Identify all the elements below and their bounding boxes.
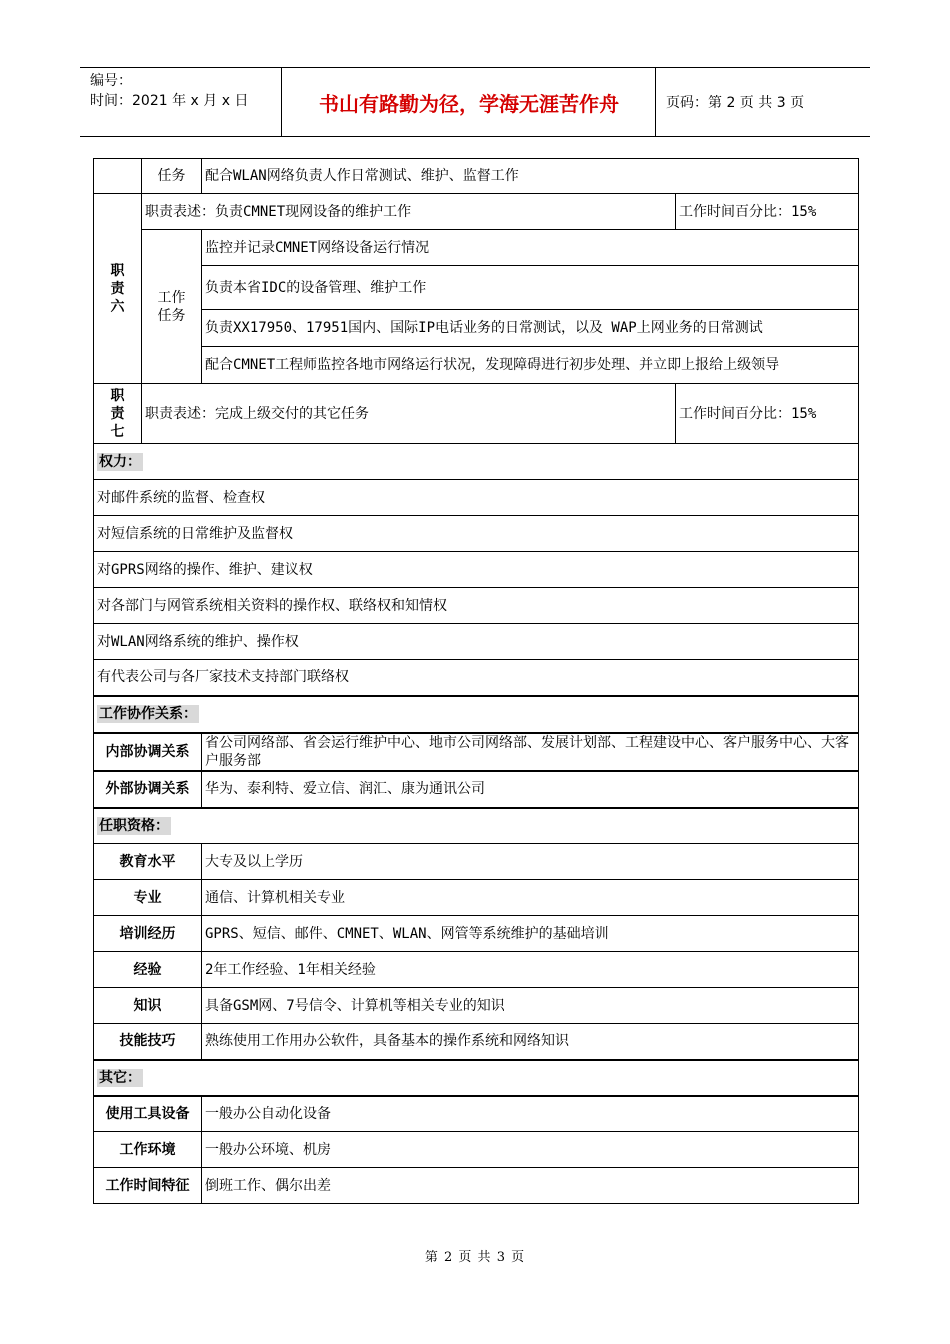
- duty7-percent: 工作时间百分比：15%: [676, 384, 859, 444]
- authority-row: [94, 552, 859, 588]
- others-value: 一般办公环境、机房: [202, 1132, 859, 1168]
- duty6-task-row: [94, 310, 859, 347]
- header-meta: [80, 68, 282, 136]
- qualification-row: [94, 988, 859, 1024]
- authority-item: 对GPRS网络的操作、维护、建议权: [94, 552, 859, 588]
- qualification-value: GPRS、短信、邮件、CMNET、WLAN、网管等系统维护的基础培训: [202, 916, 859, 952]
- internal-relations-label: 内部协调关系: [94, 733, 202, 771]
- duty6-task-label: 工作任务: [142, 230, 202, 384]
- qualification-value: 大专及以上学历: [202, 844, 859, 880]
- duty6-percent: 工作时间百分比：15%: [676, 194, 859, 230]
- duty6-task-row: [94, 230, 859, 266]
- page-header: [80, 67, 870, 137]
- qualification-row: [94, 880, 859, 916]
- others-row: [94, 1096, 859, 1132]
- others-row: [94, 1132, 859, 1168]
- duty6-task: 负责XX17950、17951国内、国际IP电话业务的日常测试，以及 WAP上网业务的日常测试: [202, 310, 859, 347]
- qualification-value: 具备GSM网、7号信令、计算机等相关专业的知识: [202, 988, 859, 1024]
- duty6-desc: 职责表述：负责CMNET现网设备的维护工作: [142, 194, 676, 230]
- duty6-task: 负责本省IDC的设备管理、维护工作: [202, 266, 859, 310]
- qualification-row: [94, 844, 859, 880]
- header-motto: 书山有路勤为径，学海无涯苦作舟: [283, 68, 656, 136]
- qualifications-title: 任职资格：: [94, 808, 859, 844]
- others-row: [94, 1168, 859, 1204]
- others-value: 倒班工作、偶尔出差: [202, 1168, 859, 1204]
- authority-item: 对各部门与网管系统相关资料的操作权、联络权和知情权: [94, 588, 859, 624]
- authority-row: [94, 660, 859, 696]
- authority-item: 对WLAN网络系统的维护、操作权: [94, 624, 859, 660]
- duty6-desc-row: [94, 194, 859, 230]
- job-description-table: [93, 158, 859, 1204]
- authority-row: [94, 516, 859, 552]
- qualification-row: [94, 916, 859, 952]
- duty7-desc: 职责表述：完成上级交付的其它任务: [142, 384, 676, 444]
- relations-title: 工作协作关系：: [94, 696, 859, 733]
- others-value: 一般办公自动化设备: [202, 1096, 859, 1132]
- duty-partial-empty: [94, 159, 142, 194]
- internal-relations-value: 省公司网络部、省会运行维护中心、地市公司网络部、发展计划部、工程建设中心、客户服务中心、大客户服务部: [202, 733, 859, 771]
- others-label: 使用工具设备: [94, 1096, 202, 1132]
- relations-header-row: [94, 696, 859, 733]
- qualification-value: 通信、计算机相关专业: [202, 880, 859, 916]
- others-title: 其它：: [94, 1060, 859, 1096]
- qualifications-header-row: [94, 808, 859, 844]
- duty6-task: 监控并记录CMNET网络设备运行情况: [202, 230, 859, 266]
- qualification-label: 教育水平: [94, 844, 202, 880]
- authority-header-row: [94, 444, 859, 480]
- duty6-task-row: [94, 347, 859, 384]
- authority-row: [94, 588, 859, 624]
- qualification-value: 熟练使用工作用办公软件，具备基本的操作系统和网络知识: [202, 1024, 859, 1060]
- qualification-row: [94, 952, 859, 988]
- duty-partial-task: 配合WLAN网络负责人作日常测试、维护、监督工作: [202, 159, 859, 194]
- qualification-label: 技能技巧: [94, 1024, 202, 1060]
- duty-partial-task-label: 任务: [142, 159, 202, 194]
- duty6-task: 配合CMNET工程师监控各地市网络运行状况，发现障碍进行初步处理、并立即上报给上级领导: [202, 347, 859, 384]
- qualification-label: 知识: [94, 988, 202, 1024]
- qualification-row: [94, 1024, 859, 1060]
- duty6-task-row: [94, 266, 859, 310]
- qualification-label: 经验: [94, 952, 202, 988]
- qualification-value: 2年工作经验、1年相关经验: [202, 952, 859, 988]
- authority-item: 有代表公司与各厂家技术支持部门联络权: [94, 660, 859, 696]
- authority-item: 对邮件系统的监督、检查权: [94, 480, 859, 516]
- authority-row: [94, 624, 859, 660]
- authority-row: [94, 480, 859, 516]
- relations-internal-row: [94, 733, 859, 771]
- duty7-row: [94, 384, 859, 444]
- others-header-row: [94, 1060, 859, 1096]
- others-label: 工作环境: [94, 1132, 202, 1168]
- duty7-label: 职责七: [94, 384, 142, 444]
- qualification-label: 专业: [94, 880, 202, 916]
- qualification-label: 培训经历: [94, 916, 202, 952]
- page-footer: 第 2 页 共 3 页: [424, 1250, 526, 1265]
- external-relations-label: 外部协调关系: [94, 771, 202, 808]
- relations-external-row: [94, 771, 859, 808]
- header-page-number: 页码：第 2 页 共 3 页: [666, 95, 805, 111]
- document-number: 编号：: [90, 73, 132, 89]
- duty-partial-row: [94, 159, 859, 194]
- authority-title: 权力：: [94, 444, 859, 480]
- document-date: 时间：2021 年 x 月 x 日: [90, 93, 249, 109]
- duty6-label: 职责六: [94, 194, 142, 384]
- authority-item: 对短信系统的日常维护及监督权: [94, 516, 859, 552]
- others-label: 工作时间特征: [94, 1168, 202, 1204]
- external-relations-value: 华为、泰利特、爱立信、润汇、康为通讯公司: [202, 771, 859, 808]
